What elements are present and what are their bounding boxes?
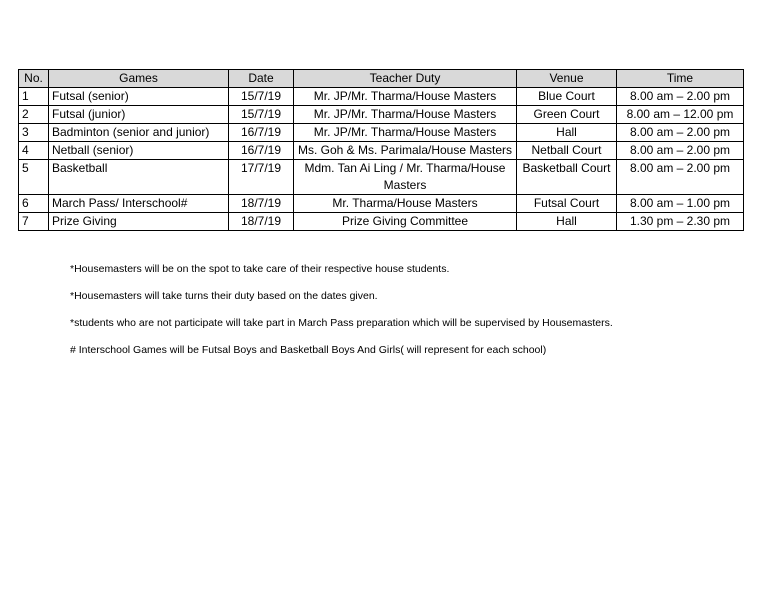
cell-time: 8.00 am – 2.00 pm — [617, 160, 744, 195]
header-time: Time — [617, 70, 744, 88]
note-march-pass: *students who are not participate will take part in March Pass preparation which will be supervised by Housemasters. — [70, 317, 613, 329]
cell-teacher-duty: Mr. Tharma/House Masters — [294, 195, 517, 213]
cell-teacher-duty: Mr. JP/Mr. Tharma/House Masters — [294, 106, 517, 124]
cell-venue: Netball Court — [517, 142, 617, 160]
cell-date: 15/7/19 — [229, 88, 294, 106]
header-teacher-duty: Teacher Duty — [294, 70, 517, 88]
cell-time: 8.00 am – 2.00 pm — [617, 88, 744, 106]
cell-time: 8.00 am – 1.00 pm — [617, 195, 744, 213]
cell-time: 8.00 am – 12.00 pm — [617, 106, 744, 124]
cell-games: Futsal (junior) — [49, 106, 229, 124]
cell-time: 8.00 am – 2.00 pm — [617, 124, 744, 142]
cell-teacher-duty: Mdm. Tan Ai Ling / Mr. Tharma/House Masters — [294, 160, 517, 195]
cell-games: Badminton (senior and junior) — [49, 124, 229, 142]
cell-date: 16/7/19 — [229, 124, 294, 142]
table-row — [19, 124, 744, 142]
table-header-row — [19, 70, 744, 88]
cell-venue: Hall — [517, 213, 617, 231]
cell-time: 1.30 pm – 2.30 pm — [617, 213, 744, 231]
cell-date: 17/7/19 — [229, 160, 294, 195]
cell-venue: Hall — [517, 124, 617, 142]
note-interschool: # Interschool Games will be Futsal Boys and Basketball Boys And Girls( will represent for each school) — [70, 344, 547, 356]
cell-venue: Green Court — [517, 106, 617, 124]
table-row — [19, 88, 744, 106]
cell-date: 18/7/19 — [229, 195, 294, 213]
schedule-table — [18, 69, 744, 231]
table-row — [19, 195, 744, 213]
cell-venue: Futsal Court — [517, 195, 617, 213]
cell-games: Futsal (senior) — [49, 88, 229, 106]
notes-section — [70, 262, 613, 370]
cell-no: 7 — [19, 213, 49, 231]
note-housemasters-spot: *Housemasters will be on the spot to take care of their respective house students. — [70, 263, 450, 275]
cell-date: 16/7/19 — [229, 142, 294, 160]
cell-no: 3 — [19, 124, 49, 142]
cell-games: March Pass/ Interschool# — [49, 195, 229, 213]
cell-date: 18/7/19 — [229, 213, 294, 231]
cell-teacher-duty: Prize Giving Committee — [294, 213, 517, 231]
cell-time: 8.00 am – 2.00 pm — [617, 142, 744, 160]
cell-venue: Basketball Court — [517, 160, 617, 195]
cell-teacher-duty: Ms. Goh & Ms. Parimala/House Masters — [294, 142, 517, 160]
cell-teacher-duty: Mr. JP/Mr. Tharma/House Masters — [294, 124, 517, 142]
table-row — [19, 106, 744, 124]
table-row — [19, 160, 744, 195]
header-games: Games — [49, 70, 229, 88]
header-no: No. — [19, 70, 49, 88]
table-row — [19, 142, 744, 160]
cell-games: Basketball — [49, 160, 229, 195]
cell-no: 1 — [19, 88, 49, 106]
cell-no: 5 — [19, 160, 49, 195]
cell-no: 6 — [19, 195, 49, 213]
cell-no: 2 — [19, 106, 49, 124]
cell-venue: Blue Court — [517, 88, 617, 106]
header-venue: Venue — [517, 70, 617, 88]
table-row — [19, 213, 744, 231]
cell-teacher-duty: Mr. JP/Mr. Tharma/House Masters — [294, 88, 517, 106]
note-housemasters-turns: *Housemasters will take turns their duty based on the dates given. — [70, 290, 378, 302]
cell-no: 4 — [19, 142, 49, 160]
header-date: Date — [229, 70, 294, 88]
cell-date: 15/7/19 — [229, 106, 294, 124]
cell-games: Prize Giving — [49, 213, 229, 231]
cell-games: Netball (senior) — [49, 142, 229, 160]
